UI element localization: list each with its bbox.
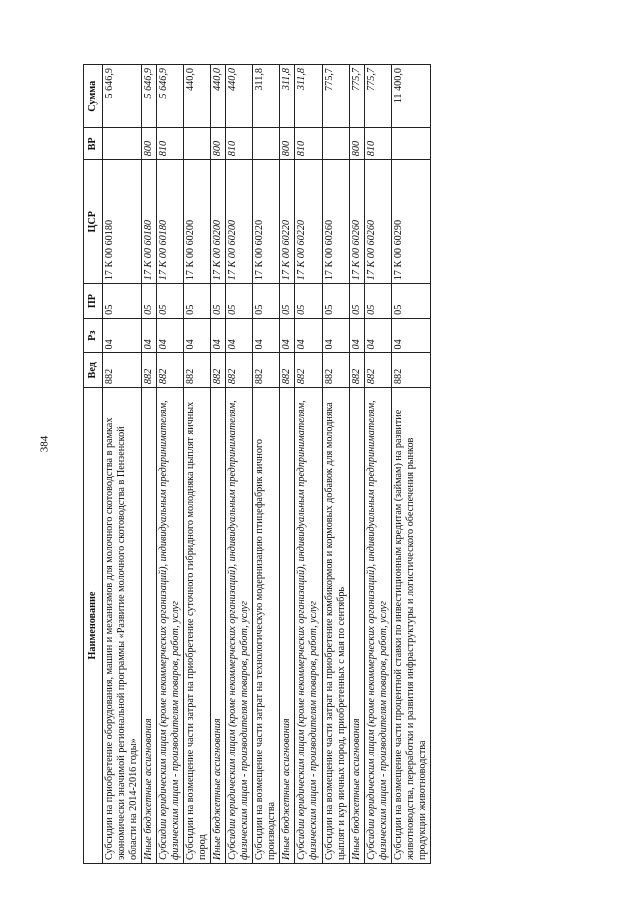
cell-ved: 882 [364, 353, 391, 388]
table-row [211, 65, 226, 864]
cell-sum: 775,7 [349, 65, 364, 128]
cell-name: Иные бюджетные ассигнования [349, 388, 364, 864]
cell-rz: 04 [280, 318, 295, 353]
header-ved: Вед [84, 353, 103, 388]
cell-pr: 05 [184, 284, 211, 319]
cell-rz: 04 [295, 318, 322, 353]
cell-vr [184, 128, 211, 160]
cell-name: Субсидии на возмещение части затрат на технологическую модернизацию птицефабрик яичного производства [253, 388, 280, 864]
cell-name: Субсидии юридическим лицам (кроме некоммерческих организаций), индивидуальным предпринимателям, физическим лицам - производителям товаров, работ, услуг [226, 388, 253, 864]
cell-vr: 800 [349, 128, 364, 160]
cell-pr: 05 [253, 284, 280, 319]
cell-csr: 17 К 00 60260 [364, 160, 391, 284]
cell-sum: 311,8 [280, 65, 295, 128]
cell-vr: 800 [142, 128, 157, 160]
cell-rz: 04 [211, 318, 226, 353]
cell-pr: 05 [349, 284, 364, 319]
header-sum: Сумма [84, 65, 103, 128]
cell-csr: 17 К 00 60180 [142, 160, 157, 284]
cell-ved: 882 [280, 353, 295, 388]
cell-vr: 810 [364, 128, 391, 160]
cell-name: Субсидии юридическим лицам (кроме некоммерческих организаций), индивидуальным предпринимателям, физическим лицам - производителям товаров, работ, услуг [295, 388, 322, 864]
cell-rz: 04 [349, 318, 364, 353]
cell-sum: 311,8 [253, 65, 280, 128]
cell-csr: 17 К 00 60260 [322, 160, 349, 284]
cell-vr: 810 [295, 128, 322, 160]
cell-rz: 04 [253, 318, 280, 353]
cell-sum: 5 646,9 [142, 65, 157, 128]
table-row [322, 65, 349, 864]
cell-pr: 05 [295, 284, 322, 319]
header-rz: Рз [84, 318, 103, 353]
cell-sum: 775,7 [322, 65, 349, 128]
header-pr: ПР [84, 284, 103, 319]
cell-pr: 05 [211, 284, 226, 319]
cell-sum: 775,7 [364, 65, 391, 128]
cell-sum: 311,8 [295, 65, 322, 128]
budget-table [83, 64, 431, 864]
cell-csr: 17 К 00 60200 [226, 160, 253, 284]
table-row [349, 65, 364, 864]
cell-vr: 810 [226, 128, 253, 160]
cell-pr: 05 [364, 284, 391, 319]
cell-sum: 440,0 [184, 65, 211, 128]
cell-ved: 882 [391, 353, 430, 388]
cell-vr: 800 [280, 128, 295, 160]
cell-ved: 882 [226, 353, 253, 388]
cell-name: Субсидии на приобретение оборудования, машин и механизмов для молочного скотоводства в рамках экономически значимой региональной программы «Развитие молочного скотоводства в Пензенской области на 2014-2016 годы» [103, 388, 142, 864]
cell-ved: 882 [142, 353, 157, 388]
cell-ved: 882 [157, 353, 184, 388]
cell-csr: 17 К 00 60180 [103, 160, 142, 284]
cell-pr: 05 [157, 284, 184, 319]
cell-pr: 05 [142, 284, 157, 319]
header-vr: ВР [84, 128, 103, 160]
cell-name: Субсидии юридическим лицам (кроме некоммерческих организаций), индивидуальным предпринимателям, физическим лицам - производителям товаров, работ, услуг [364, 388, 391, 864]
cell-ved: 882 [211, 353, 226, 388]
cell-sum: 5 646,9 [103, 65, 142, 128]
table-row [184, 65, 211, 864]
cell-ved: 882 [253, 353, 280, 388]
cell-csr: 17 К 00 60200 [184, 160, 211, 284]
cell-sum: 11 400,0 [391, 65, 430, 128]
cell-name: Субсидии на возмещение части процентной ставки по инвестиционным кредитам (займам) на развитие животноводства, переработки и развития инфраструктуры и логистического обеспечения рынков продукции животноводства [391, 388, 430, 864]
budget-table-page [83, 64, 543, 864]
cell-csr: 17 К 00 60180 [157, 160, 184, 284]
cell-vr: 810 [157, 128, 184, 160]
cell-rz: 04 [322, 318, 349, 353]
table-header-row [84, 65, 103, 864]
cell-rz: 04 [103, 318, 142, 353]
cell-vr [103, 128, 142, 160]
table-row [103, 65, 142, 864]
cell-pr: 05 [103, 284, 142, 319]
cell-ved: 882 [184, 353, 211, 388]
cell-rz: 04 [364, 318, 391, 353]
cell-rz: 04 [226, 318, 253, 353]
table-row [226, 65, 253, 864]
cell-csr: 17 К 00 60220 [295, 160, 322, 284]
cell-csr: 17 К 00 60260 [349, 160, 364, 284]
header-csr: ЦСР [84, 160, 103, 284]
cell-vr [391, 128, 430, 160]
cell-rz: 04 [142, 318, 157, 353]
cell-csr: 17 К 00 60200 [211, 160, 226, 284]
cell-pr: 05 [322, 284, 349, 319]
table-row [280, 65, 295, 864]
cell-sum: 440,0 [226, 65, 253, 128]
cell-ved: 882 [322, 353, 349, 388]
cell-sum: 5 646,9 [157, 65, 184, 128]
table-row [142, 65, 157, 864]
cell-ved: 882 [295, 353, 322, 388]
table-row [157, 65, 184, 864]
table-row [364, 65, 391, 864]
cell-vr: 800 [211, 128, 226, 160]
cell-ved: 882 [103, 353, 142, 388]
table-row [295, 65, 322, 864]
table-row [391, 65, 430, 864]
cell-name: Субсидии на возмещение части затрат на приобретение комбикормов и кормовых добавок для молодняка цыплят и кур яичных пород, приобретенных с мая по сентябрь [322, 388, 349, 864]
header-name: Наименование [84, 388, 103, 864]
cell-sum: 440,0 [211, 65, 226, 128]
cell-name: Субсидии юридическим лицам (кроме некоммерческих организаций), индивидуальным предпринимателям, физическим лицам - производителям товаров, работ, услуг [157, 388, 184, 864]
cell-pr: 05 [280, 284, 295, 319]
cell-csr: 17 К 00 60220 [280, 160, 295, 284]
cell-name: Иные бюджетные ассигнования [280, 388, 295, 864]
cell-pr: 05 [226, 284, 253, 319]
cell-csr: 17 К 00 60220 [253, 160, 280, 284]
cell-ved: 882 [349, 353, 364, 388]
cell-rz: 04 [391, 318, 430, 353]
page-number: 384 [38, 435, 51, 453]
cell-rz: 04 [157, 318, 184, 353]
cell-name: Субсидии на возмещение части затрат на приобретение суточного гибридного молодняка цыплят яичных пород [184, 388, 211, 864]
cell-vr [322, 128, 349, 160]
cell-rz: 04 [184, 318, 211, 353]
table-row [253, 65, 280, 864]
cell-pr: 05 [391, 284, 430, 319]
cell-csr: 17 К 00 60290 [391, 160, 430, 284]
cell-name: Иные бюджетные ассигнования [211, 388, 226, 864]
cell-name: Иные бюджетные ассигнования [142, 388, 157, 864]
table-body [103, 65, 431, 864]
cell-vr [253, 128, 280, 160]
